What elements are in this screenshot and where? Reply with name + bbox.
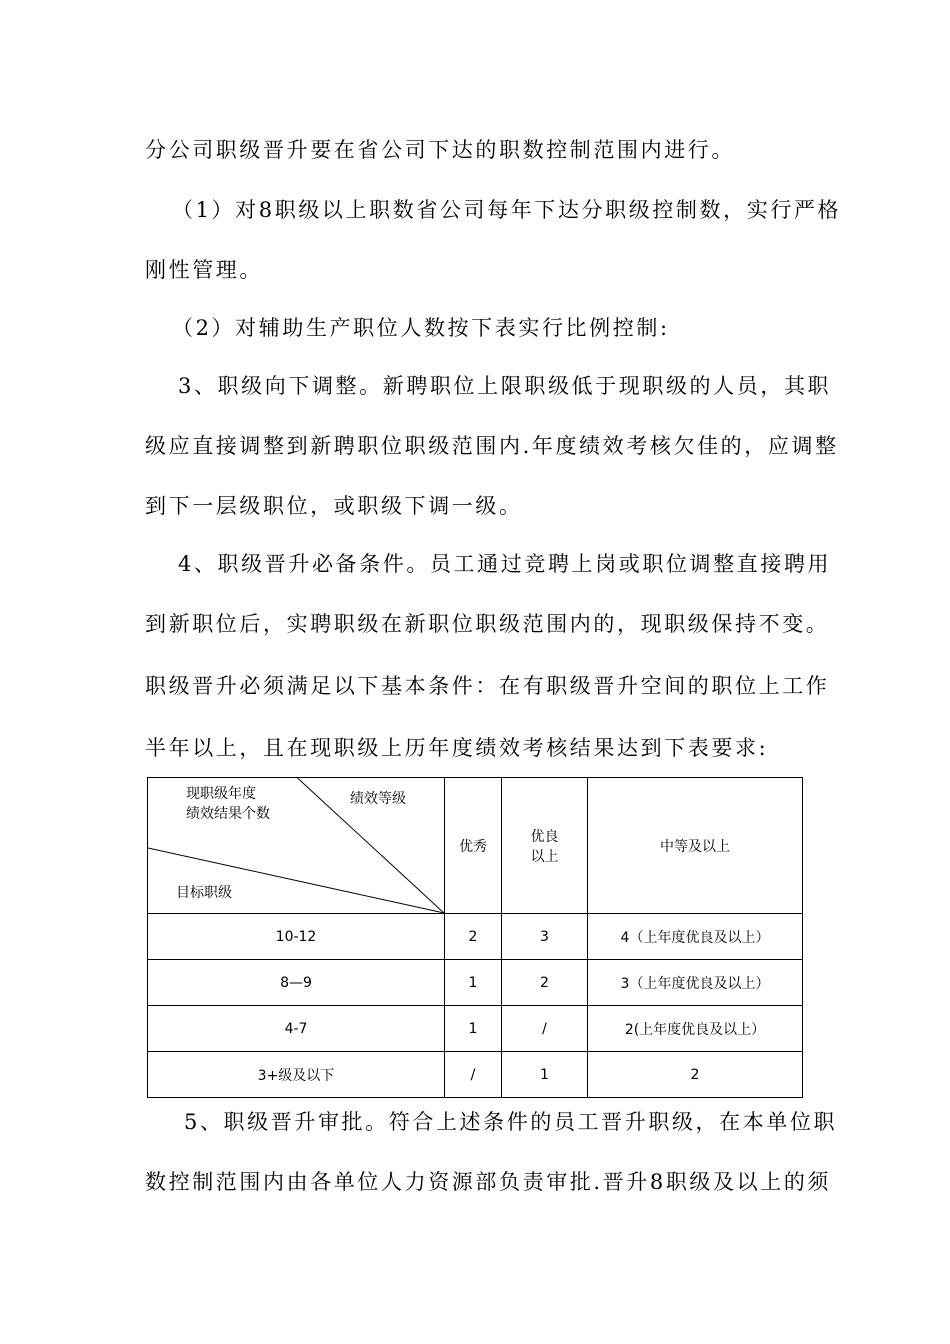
header-good-above [502,778,588,914]
paragraph-line-1: 分公司职级晋升要在省公司下达的职数控制范围内进行。 [145,138,735,162]
paragraph-line-9: 到新职位后，实聘职级在新职位职级范围内的，现职级保持不变。 [145,612,830,636]
row-excellent-count: / [445,1052,502,1098]
corner-label-line2: 绩效结果个数 [186,806,270,822]
paragraph-line-5: 3、职级向下调整。新聘职位上限职级低于现职级的人员，其职 [178,374,832,398]
row-medium-count: 2(上年度优良及以上） [588,1006,803,1052]
row-target-grade: 8—9 [148,960,445,1006]
row-medium-count: 2 [588,1052,803,1098]
table-row [148,914,803,960]
header-medium-above: 中等及以上 [588,778,803,914]
paragraph-line-4: （2）对辅助生产职位人数按下表实行比例控制: [172,316,670,340]
row-medium-count: 4（上年度优良及以上） [588,914,803,960]
row-target-grade: 3+级及以下 [148,1052,445,1098]
paragraph-line-3: 刚性管理。 [145,258,263,282]
table-row [148,1052,803,1098]
header-good-line2: 以上 [530,848,559,865]
corner-label-grade: 绩效等级 [350,791,406,807]
table-row [148,960,803,1006]
row-medium-count: 3（上年度优良及以上） [588,960,803,1006]
row-good-count: / [502,1006,588,1052]
paragraph-line-6: 级应直接调整到新聘职位职级范围内.年度绩效考核欠佳的，应调整 [145,434,839,458]
paragraph-line-12: 5、职级晋升审批。符合上述条件的员工晋升职级，在本单位职 [184,1110,838,1134]
paragraph-line-10: 职级晋升必须满足以下基本条件：在有职级晋升空间的职位上工作 [145,674,830,698]
table-header-row [148,778,803,914]
row-target-grade: 4-7 [148,1006,445,1052]
row-target-grade: 10-12 [148,914,445,960]
row-excellent-count: 1 [445,1006,502,1052]
paragraph-line-11: 半年以上，且在现职级上历年度绩效考核结果达到下表要求: [145,736,769,760]
diagonal-corner-cell [148,778,445,914]
corner-label-target: 目标职级 [176,885,232,901]
header-good-line1: 优良 [530,828,559,845]
paragraph-line-7: 到下一层级职位，或职级下调一级。 [145,494,523,518]
row-excellent-count: 2 [445,914,502,960]
paragraph-line-2: （1）对8职级以上职数省公司每年下达分职级控制数，实行严格 [172,198,842,222]
paragraph-line-8: 4、职级晋升必备条件。员工通过竞聘上岗或职位调整直接聘用 [178,552,832,576]
row-good-count: 3 [502,914,588,960]
paragraph-line-13: 数控制范围内由各单位人力资源部负责审批.晋升8职级及以上的须 [145,1170,832,1194]
row-good-count: 1 [502,1052,588,1098]
performance-table [147,777,802,1093]
corner-label-line1: 现职级年度 [186,786,256,802]
header-excellent: 优秀 [445,778,502,914]
table-row [148,1006,803,1052]
row-excellent-count: 1 [445,960,502,1006]
row-good-count: 2 [502,960,588,1006]
